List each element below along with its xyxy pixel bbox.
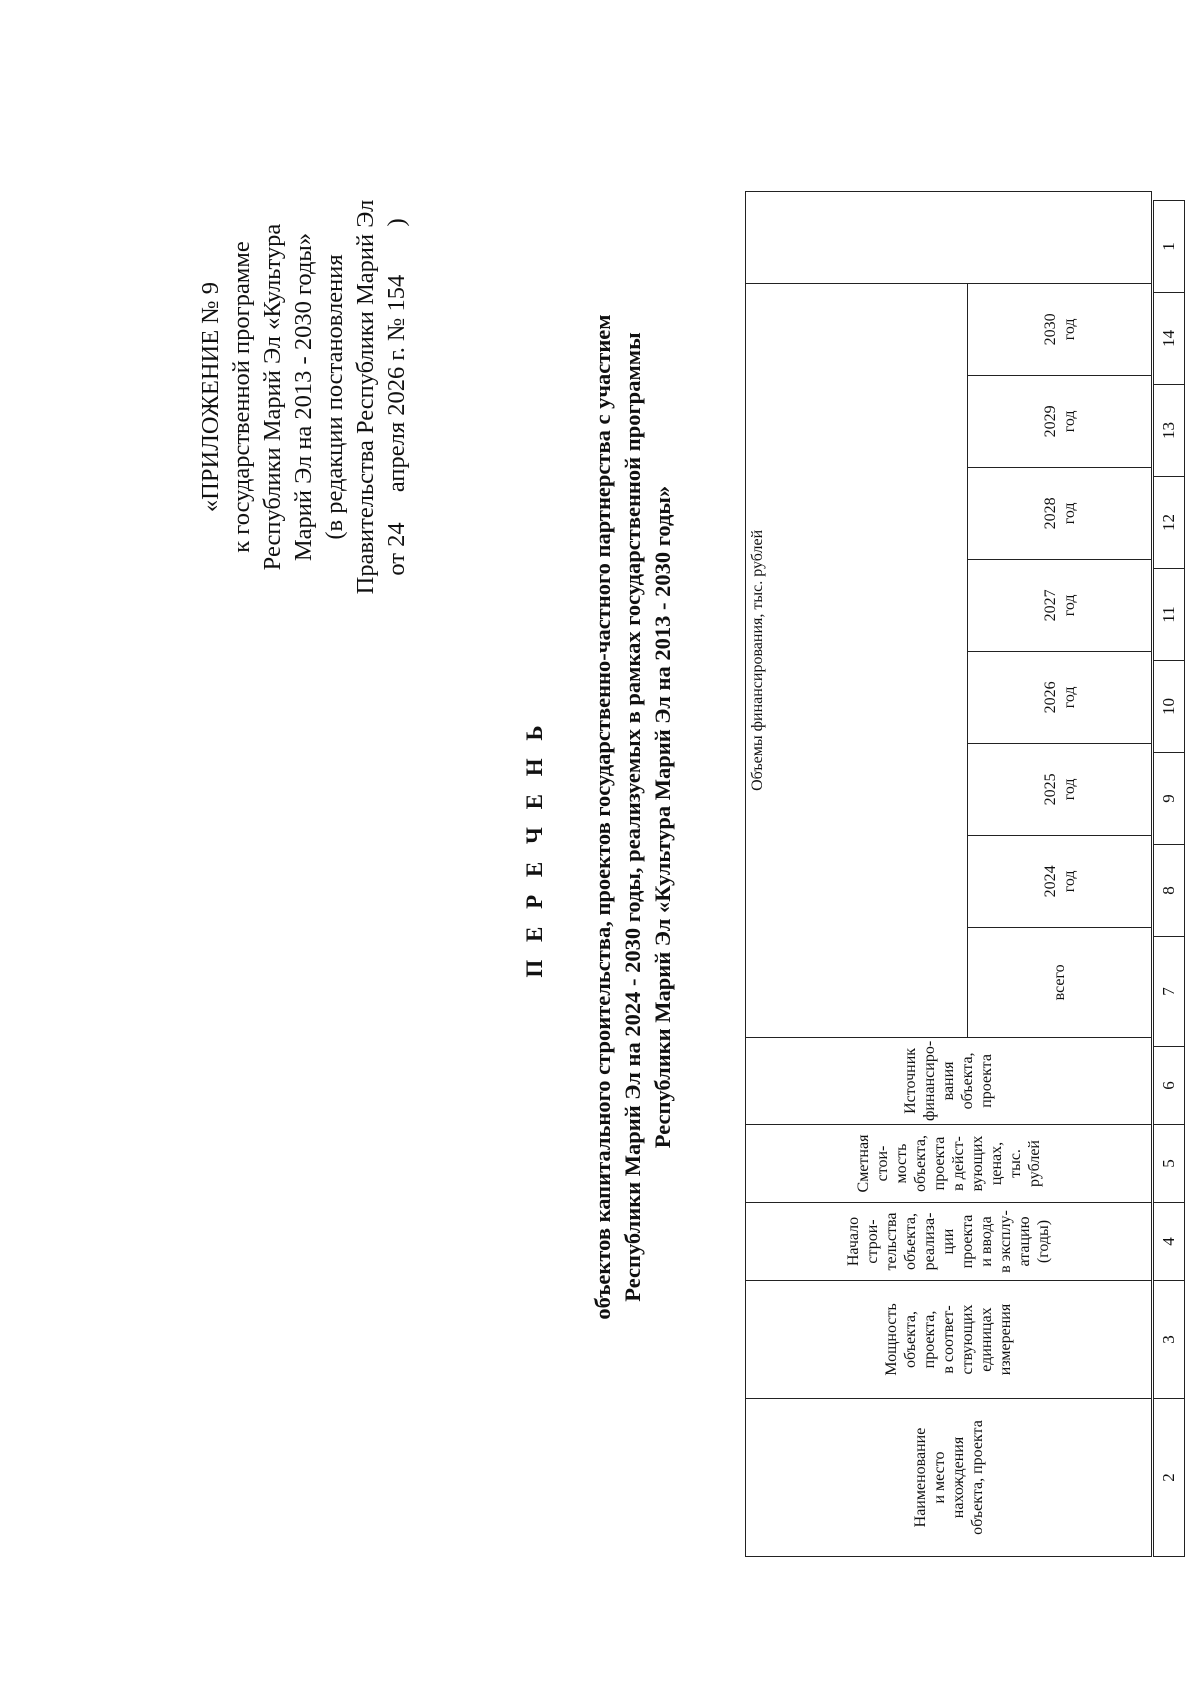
column-number: 10 xyxy=(1154,661,1185,753)
subtitle-line: Республики Марий Эл на 2024 - 2030 годы, реализуемых в рамках государственной программы xyxy=(620,332,645,1302)
header-col-5: Сметная стои- мость объекта, проекта в дейст- вующих ценах, тыс. рублей xyxy=(746,1125,1152,1203)
document-subtitle xyxy=(588,127,678,1507)
column-number: 7 xyxy=(1154,937,1185,1047)
header-funding-year: 2028 год xyxy=(968,467,1152,559)
decree-number: 154 xyxy=(383,274,410,312)
column-number: 2 xyxy=(1154,1399,1185,1557)
column-number: 4 xyxy=(1154,1203,1185,1281)
document-title: П Е Р Е Ч Е Н Ь xyxy=(522,719,547,978)
appendix-block xyxy=(195,137,412,657)
subtitle-line: Республики Марий Эл «Культура Марий Эл на 2013 - 2030 годы» xyxy=(650,485,675,1149)
header-funding-group: Объемы финансирования, тыс. рублей xyxy=(746,283,968,1037)
appendix-line: Правительства Республики Марий Эл xyxy=(352,199,379,595)
header-funding-year: 2030 год xyxy=(968,283,1152,375)
header-funding-year: 2026 год xyxy=(968,651,1152,743)
appendix-line: Республики Марий Эл «Культура xyxy=(259,223,286,571)
header-funding-year: 2029 год xyxy=(968,375,1152,467)
subtitle-line: объектов капитального строительства, проектов государственно-частного партнерства с участием xyxy=(590,314,615,1320)
column-number-table xyxy=(1153,200,1185,1557)
date-day: 24 xyxy=(383,522,410,547)
date-month-year: апреля 2026 г. xyxy=(383,347,410,493)
column-number: 13 xyxy=(1154,385,1185,477)
appendix-line: Марий Эл на 2013 - 2030 годы» xyxy=(290,232,317,562)
column-number: 9 xyxy=(1154,753,1185,845)
header-col-2: Наименование и место нахождения объекта, проекта xyxy=(746,1399,1152,1557)
header-funding-year: 2024 год xyxy=(968,835,1152,927)
column-number: 11 xyxy=(1154,569,1185,661)
header-blank-col xyxy=(746,191,1152,283)
closing-paren: ) xyxy=(383,218,410,227)
appendix-date-line xyxy=(381,137,412,657)
header-funding-year: 2025 год xyxy=(968,743,1152,835)
column-number: 3 xyxy=(1154,1281,1185,1399)
objects-table xyxy=(745,191,1152,1557)
date-prefix: от xyxy=(383,553,410,576)
appendix-line: «ПРИЛОЖЕНИЕ № 9 xyxy=(197,281,224,513)
header-funding-total: всего xyxy=(968,927,1152,1037)
column-number: 14 xyxy=(1154,293,1185,385)
number-prefix: № xyxy=(383,317,410,342)
header-funding-year: 2027 год xyxy=(968,559,1152,651)
appendix-line: (в редакции постановления xyxy=(321,254,348,540)
header-col-6: Источник финансиро- вания объекта, проекта xyxy=(746,1037,1152,1124)
column-number: 6 xyxy=(1154,1047,1185,1125)
header-col-4: Начало строи- тельства объекта, реализа- ции проекта и ввода в эксплу- атацию (годы) xyxy=(746,1203,1152,1281)
appendix-line: к государственной программе xyxy=(228,241,255,553)
header-col-3: Мощность объекта, проекта, в соответ- ствующих единицах измерения xyxy=(746,1281,1152,1399)
column-number: 8 xyxy=(1154,845,1185,937)
column-number: 12 xyxy=(1154,477,1185,569)
column-number: 5 xyxy=(1154,1125,1185,1203)
column-number: 1 xyxy=(1154,201,1185,293)
